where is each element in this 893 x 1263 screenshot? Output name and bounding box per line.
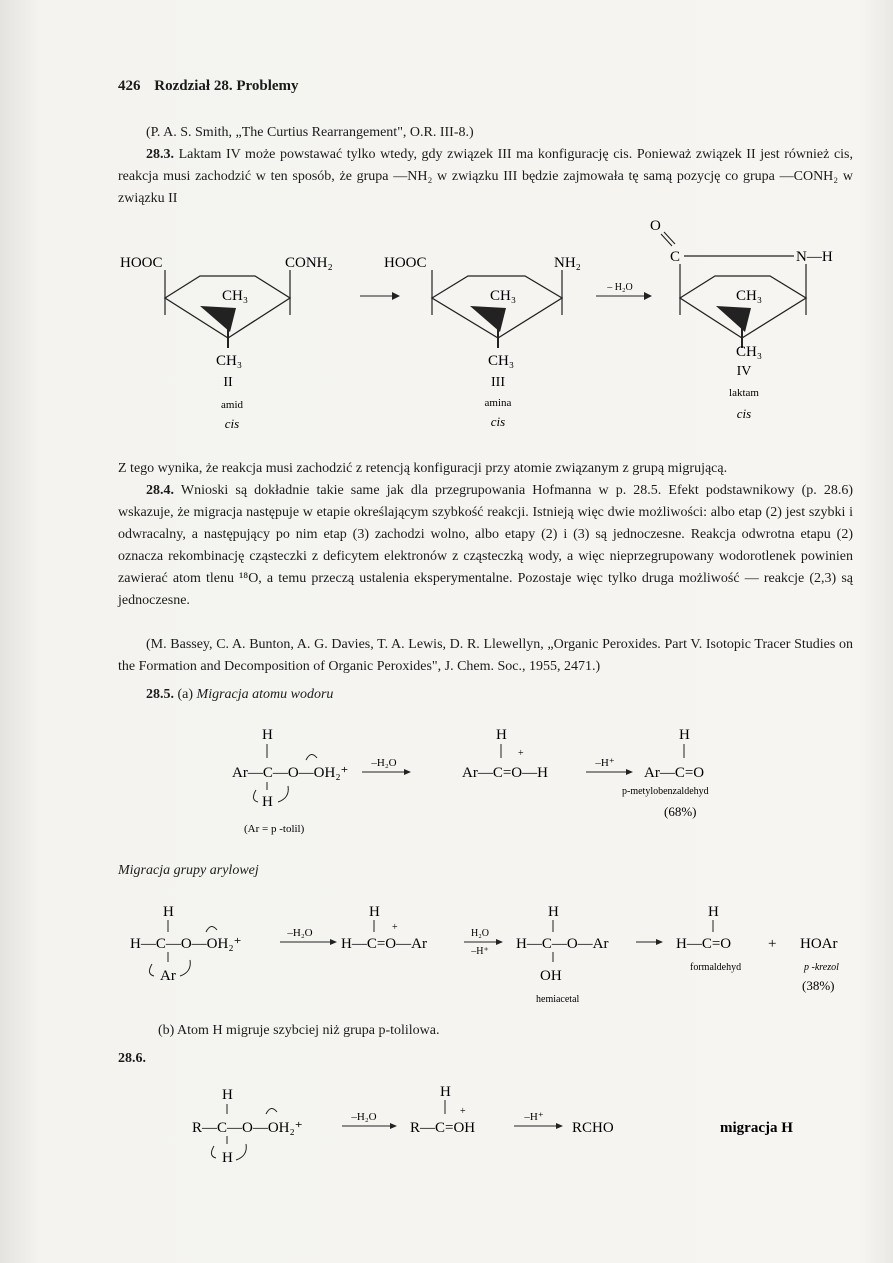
reactant: Ar—C—O—OH₂⁺	[232, 765, 349, 781]
arrow1-label: –H₂O	[351, 1111, 377, 1123]
bottom-ch3: CH₃	[736, 344, 763, 360]
arrow-label: – H₂O	[607, 282, 633, 293]
scheme-hydrogen-migration	[0, 722, 893, 835]
hoar-formula: HOAr	[800, 936, 838, 952]
migrating-h: H	[262, 794, 273, 810]
migration-label: migracja H	[720, 1120, 793, 1136]
start-peroxide: H—C—O—OH₂⁺	[130, 936, 242, 952]
aryl-migration-title: Migracja grupy arylowej	[118, 863, 259, 878]
compound-ii	[120, 255, 333, 431]
reference-bassey: (M. Bassey, C. A. Bunton, A. G. Davies, T. A. Lewis, D. R. Llewellyn, „Organic Peroxides. Part V. Isotopic Tracer Studies on the Formation and Decomposition of Organic Peroxides", J. Chem. Soc., 1955, 2471.)	[118, 637, 853, 674]
problem-number: 28.4.	[146, 483, 174, 498]
product-yield: (68%)	[664, 804, 697, 819]
part-prefix: (a)	[177, 687, 194, 702]
plus-mid: +	[518, 748, 524, 759]
nh-label: N—H	[796, 249, 833, 265]
product: Ar—C=O	[644, 765, 705, 781]
configuration: cis	[490, 414, 506, 429]
running-header	[118, 78, 299, 95]
problem-text: Laktam IV może powstawać tylko wtedy, gdy związek III ma konfigurację cis. Ponieważ związek II jest również cis, reakcja musi zachodzić w ten sposób, że grupa —NH₂ w związku III będzie zajmowała tę samą pozycję co grupa —CONH₂ w związku II	[118, 147, 853, 206]
h-right: H	[679, 727, 690, 743]
roman-label: II	[223, 375, 233, 390]
krezol-label: p -krezol	[804, 962, 839, 973]
h-top-4: H	[708, 904, 719, 920]
problem-number: 28.5.	[146, 687, 174, 702]
bottom-ch3: CH₃	[488, 353, 515, 369]
compound-name: amina	[484, 397, 512, 409]
page-number: 426	[118, 78, 141, 94]
ring-ch3: CH₃	[490, 288, 517, 304]
problem-28-4	[118, 480, 853, 612]
problem-text: Wnioski są dokładnie takie same jak dla przegrupowania Hofmanna w p. 28.5. Efekt podstawnikowy (p. 28.6) wskazuje, że migracja następuje w etapie określającym szybkość reakcji. Istnieją więc dwie możliwości: albo etap (2) jest szybki i odwracalny, a następujący po nim etap (3) zachodzi wolno, albo etapy (2) i (3) są jednoczesne. Reakcja odwrotna etapu (2) oznacza rekombinację cząsteczki z deficytem elektronów z cząsteczką wody, a więc nieprzegrupowany wodorotlenek powinien zawierać atom tlenu ¹⁸O, a temu przeczą ustalenia eksperymentalne. Pozostaje więc tylko druga możliwość — reakcje (2,3) są jednoczesne.	[118, 483, 853, 608]
arrow2-bottom: –H⁺	[471, 946, 489, 957]
intermediate: Ar—C=O—H	[462, 765, 548, 781]
problem-28-3	[118, 144, 853, 210]
ring-ch3: CH₃	[222, 288, 249, 304]
configuration: cis	[224, 416, 240, 431]
ring-ch3: CH₃	[736, 288, 763, 304]
scheme-lactam-formation	[0, 218, 893, 458]
compound-name: laktam	[729, 387, 759, 399]
h-top: H	[262, 727, 273, 743]
protonated-aldehyde: R—C=OH	[410, 1120, 476, 1136]
reference-smith: (P. A. S. Smith, „The Curtius Rearrangement", O.R. III-8.)	[146, 125, 474, 140]
aryl-note: (Ar = p -tolil)	[244, 823, 305, 835]
h-top-2: H	[440, 1084, 451, 1100]
h-top-2: H	[369, 904, 380, 920]
part-title: Migracja atomu wodoru	[196, 687, 334, 702]
hemiacetal-formula: H—C—O—Ar	[516, 936, 609, 952]
formaldehyde-formula: H—C=O	[676, 936, 732, 952]
plus-2: +	[392, 922, 398, 933]
chapter-title: Rozdział 28. Problemy	[154, 78, 299, 94]
oh-group: OH	[540, 968, 562, 984]
formaldehyde-label: formaldehyd	[690, 962, 742, 973]
oxonium-intermediate: H—C=O—Ar	[341, 936, 427, 952]
nh2-label: NH₂	[554, 255, 581, 271]
arrow2-label: –H⁺	[595, 757, 615, 769]
rcho-product: RCHO	[572, 1120, 614, 1136]
scheme-aryl-migration	[0, 896, 893, 1026]
cooh-label: HOOC	[384, 255, 427, 271]
conh2-label: CONH₂	[285, 255, 333, 271]
roman-label: III	[491, 375, 505, 390]
compound-iii	[384, 255, 581, 429]
o-label: O	[650, 218, 661, 234]
h-mid: H	[496, 727, 507, 743]
cooh-label: HOOC	[120, 255, 163, 271]
problem-28-5	[118, 684, 853, 706]
scheme-rcho-formation	[0, 1082, 893, 1182]
migrating-h: H	[222, 1150, 233, 1166]
arrow2-label: –H⁺	[524, 1111, 544, 1123]
conclusion-text: Z tego wynika, że reakcja musi zachodzić z retencją konfiguracji przy atomie związanym z grupą migrującą.	[118, 461, 728, 476]
krezol-yield: (38%)	[802, 978, 835, 993]
c-label: C	[670, 249, 681, 265]
configuration: cis	[736, 406, 752, 421]
problem-28-6: 28.6.	[118, 1051, 146, 1066]
arrow1-label: –H₂O	[371, 757, 397, 769]
part-b-text: (b) Atom H migruje szybciej niż grupa p-tolilowa.	[158, 1023, 440, 1038]
compound-iv	[650, 218, 833, 421]
arrow2-top: H₂O	[471, 928, 489, 939]
hemiacetal-label: hemiacetal	[536, 994, 580, 1005]
plus-2: +	[460, 1106, 466, 1117]
arrow1-label: –H₂O	[287, 927, 313, 939]
h-top-1: H	[163, 904, 174, 920]
problem-number: 28.3.	[146, 147, 174, 162]
start-peroxide: R—C—O—OH₂⁺	[192, 1120, 303, 1136]
roman-label: IV	[736, 364, 752, 379]
h-top-1: H	[222, 1087, 233, 1103]
plus-sign: +	[768, 936, 777, 952]
aryl-group: Ar	[160, 968, 176, 984]
bottom-ch3: CH₃	[216, 353, 243, 369]
h-top-3: H	[548, 904, 559, 920]
product-name: p-metylobenzaldehyd	[622, 786, 709, 797]
compound-name: amid	[221, 399, 243, 411]
